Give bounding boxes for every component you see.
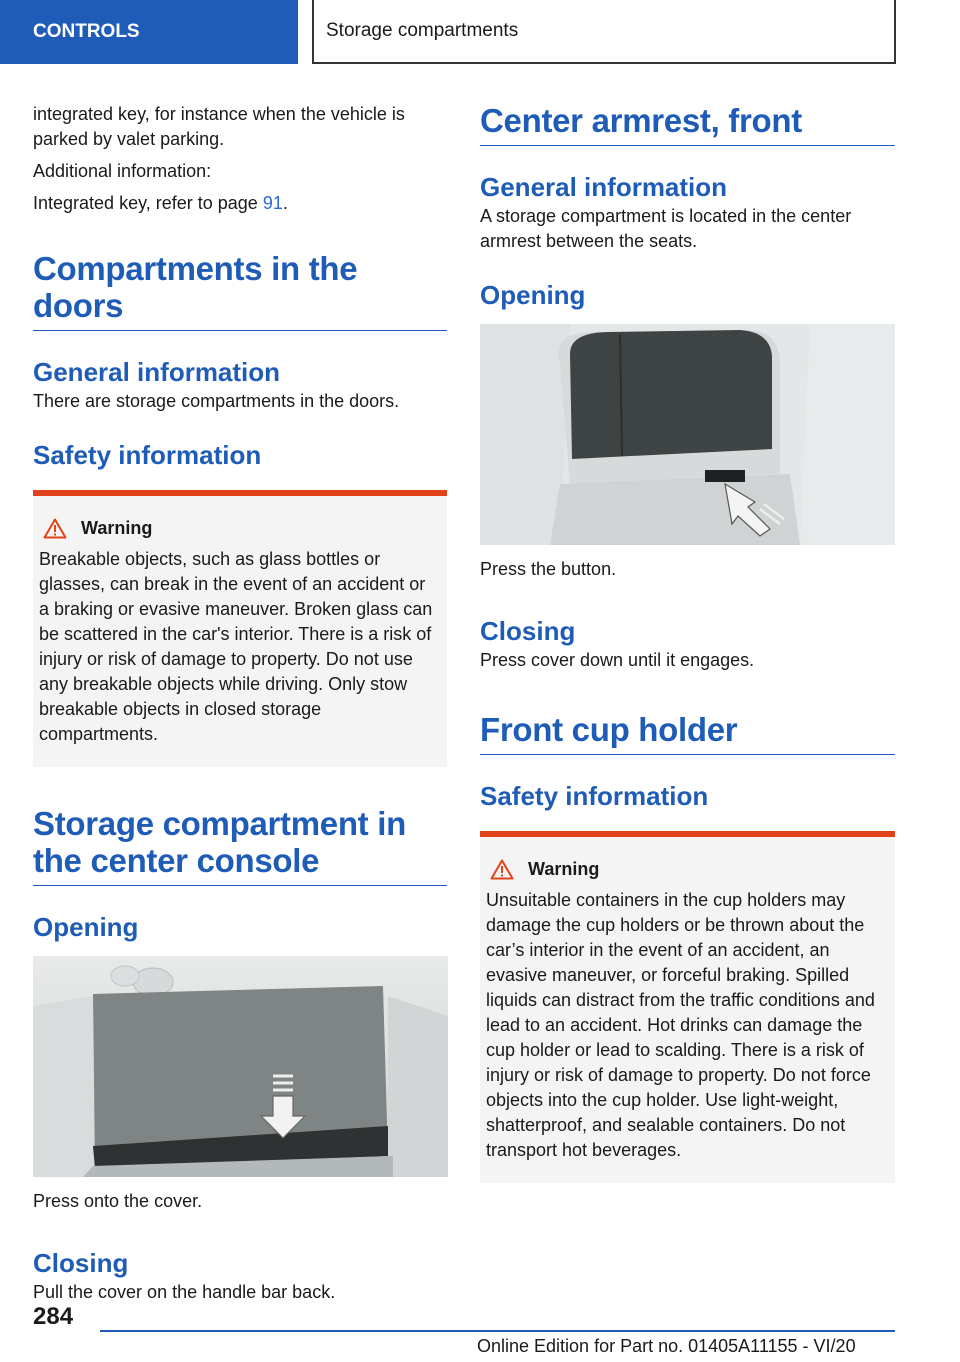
- armrest-opening-text: Press the button.: [480, 559, 617, 579]
- console-closing-heading: Closing: [33, 1248, 129, 1278]
- doors-warning-box: [33, 490, 447, 767]
- integrated-key-reference: [33, 191, 447, 216]
- doors-heading: Compartments in the doors: [33, 250, 447, 331]
- page-header-title: [312, 0, 896, 64]
- armrest-general-heading: General information: [480, 172, 728, 202]
- additional-info-label: Additional information:: [33, 161, 212, 181]
- doors-safety-heading: Safety information: [33, 440, 262, 470]
- armrest-closing-heading: Closing: [480, 616, 576, 646]
- warning-icon: [490, 859, 514, 880]
- page-number: 284: [33, 1303, 74, 1330]
- doors-general-heading: General information: [33, 357, 281, 387]
- reference-suffix: .: [282, 193, 288, 213]
- warning-label: Warning: [81, 518, 153, 538]
- armrest-general-text: A storage compartment is located in the center armrest between the seats.: [480, 206, 852, 251]
- console-opening-heading: Opening: [33, 912, 139, 942]
- armrest-illustration: [480, 324, 895, 545]
- console-opening-text: Press onto the cover.: [33, 1191, 203, 1211]
- footer-divider: [100, 1330, 895, 1332]
- warning-header: [39, 518, 439, 539]
- chapter-title: Storage compartments: [326, 20, 519, 41]
- warning-header: [486, 859, 887, 880]
- reference-text: Integrated key, refer to page: [33, 193, 263, 213]
- armrest-opening-heading: Opening: [480, 280, 586, 310]
- console-heading: Storage compartment in the center console: [33, 805, 447, 886]
- left-column: [33, 102, 447, 1305]
- console-closing-text: Pull the cover on the handle bar back.: [33, 1282, 336, 1302]
- warning-label: Warning: [528, 859, 600, 879]
- edition-text: Online Edition for Part no. 01405A11155 - VI/20: [477, 1336, 856, 1356]
- section-tab: [0, 0, 298, 64]
- page-link-91[interactable]: 91: [262, 193, 283, 213]
- warning-text: Breakable objects, such as glass bottles or glasses, can break in the event of an accident or a braking or evasive maneuver. Broken glass can be scattered in the car's interior. There is a risk of injury or risk of damage to property. Do not use any breakable objects while driving. Only stow breakable objects in closed storage compartments.: [39, 549, 433, 744]
- warning-text: Unsuitable containers in the cup holders may damage the cup holders or be thrown about the car’s interior in the event of an accident, an evasive maneuver, or forceful braking. Spilled liquids can distract from the traffic conditions and lead to an accident. Hot drinks can damage the cup holder or lead to scalding. There is a risk of injury or risk of damage to property. Do not force objects into the cup holder. Use light-weight, shatterproof, and sealable containers. Do not transport hot beverages.: [486, 890, 875, 1160]
- section-label: CONTROLS: [33, 21, 140, 42]
- doors-general-text: There are storage compartments in the doors.: [33, 391, 400, 411]
- cup-warning-box: [480, 831, 895, 1183]
- intro-paragraph: integrated key, for instance when the vehicle is parked by valet parking.: [33, 104, 405, 149]
- warning-icon: [43, 518, 67, 539]
- cup-safety-heading: Safety information: [480, 781, 709, 811]
- armrest-closing-text: Press cover down until it engages.: [480, 650, 755, 670]
- armrest-heading: Center armrest, front: [480, 102, 895, 146]
- console-illustration: [33, 956, 448, 1177]
- cup-holder-heading: Front cup holder: [480, 711, 895, 755]
- right-column: [480, 102, 895, 1183]
